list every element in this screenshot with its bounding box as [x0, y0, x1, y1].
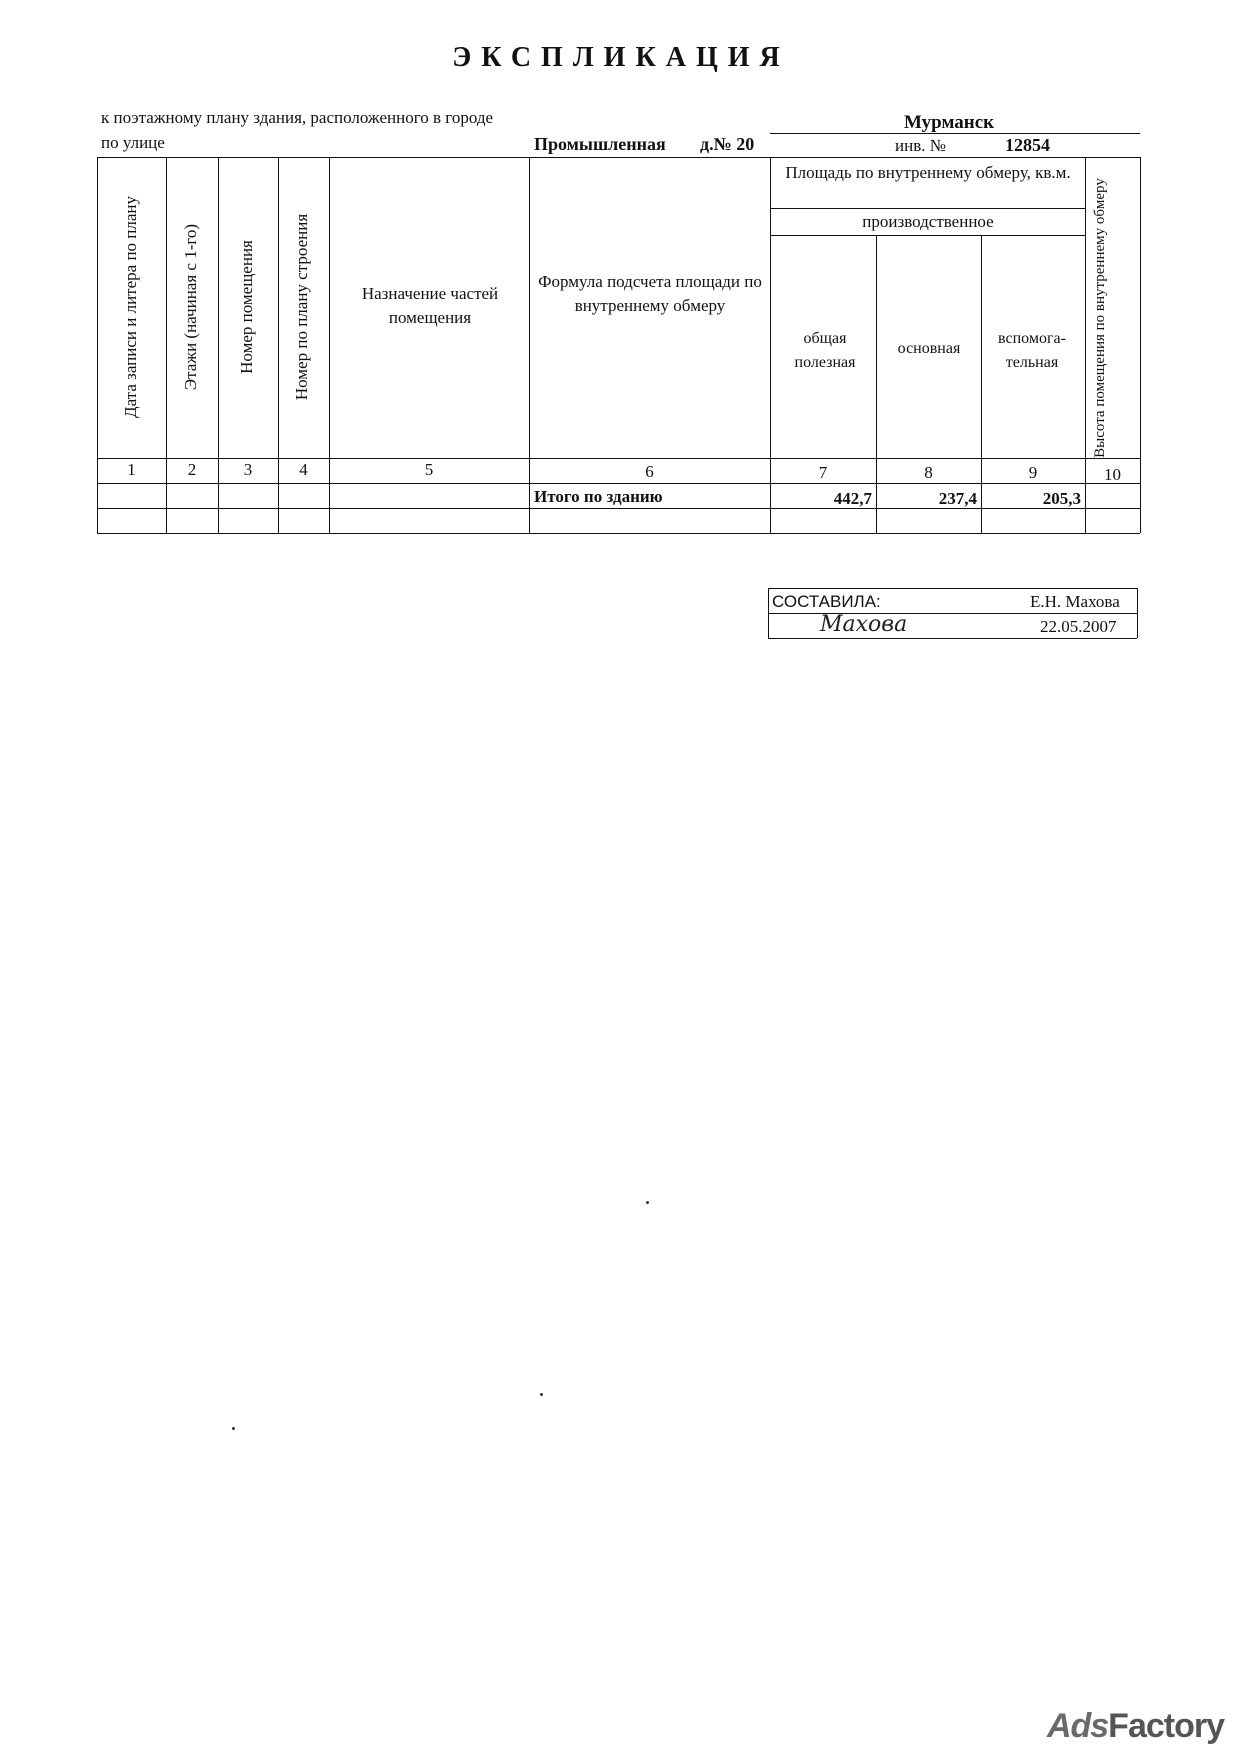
scan-speck: [540, 1393, 543, 1396]
col-number: 10: [1104, 465, 1121, 484]
col-number: 3: [243, 460, 253, 479]
col-plan-number-header: Номер по плану строения: [292, 213, 311, 401]
adsfactory-logo: AdsFactory: [1046, 1707, 1224, 1745]
col-main-header: основная: [897, 340, 961, 357]
col-purpose-header: Назначение частей помещения: [361, 284, 499, 327]
inv-label: инв. №: [895, 136, 946, 155]
col-aux-header: вспомога-тельная: [998, 330, 1066, 371]
total-row-label: Итого по зданию: [534, 487, 663, 506]
handwritten-signature: Махова: [820, 612, 908, 637]
col-number: 9: [1028, 463, 1038, 482]
col-number: 6: [645, 462, 654, 481]
header-street: Промышленная: [534, 134, 666, 154]
col-number: 4: [299, 460, 308, 479]
document-title: ЭКСПЛИКАЦИЯ: [452, 42, 790, 73]
area-group-header: Площадь по внутреннему обмеру, кв.м.: [785, 163, 1071, 182]
inv-number: 12854: [1005, 135, 1050, 155]
col-date-header: Дата записи и литера по плану: [121, 195, 140, 419]
col-number: 1: [127, 460, 136, 479]
col-number: 2: [187, 460, 197, 479]
header-line1: к поэтажному плану здания, расположенного в городе: [101, 108, 494, 127]
col-number: 7: [818, 463, 828, 482]
col-height-header: Высота помещения по внутреннему обмеру: [1092, 178, 1108, 458]
col-room-number-header: Номер помещения: [237, 240, 256, 374]
area-sub-header: производственное: [862, 212, 994, 231]
scan-speck: [646, 1201, 649, 1204]
total-aux-value: 205,3: [1042, 489, 1081, 508]
compiled-date: 22.05.2007: [1040, 617, 1117, 636]
total-main-value: 237,4: [938, 489, 977, 508]
city-underline: [770, 133, 1140, 134]
compiled-label: СОСТАВИЛА:: [772, 592, 881, 611]
col-total-useful-header: общая полезная: [794, 330, 856, 371]
col-floors-header: Этажи (начиная с 1-го): [181, 223, 200, 391]
col-number: 5: [424, 460, 434, 479]
col-number: 8: [924, 463, 933, 482]
compiled-name: Е.Н. Махова: [1030, 592, 1120, 611]
header-city: Мурманск: [904, 112, 995, 133]
header-house: д.№ 20: [700, 134, 755, 154]
total-useful-value: 442,7: [833, 489, 872, 508]
header-line2-label: по улице: [101, 133, 165, 152]
scan-speck: [232, 1427, 235, 1430]
col-formula-header: Формула подсчета площади по внутреннему обмеру: [538, 272, 762, 315]
